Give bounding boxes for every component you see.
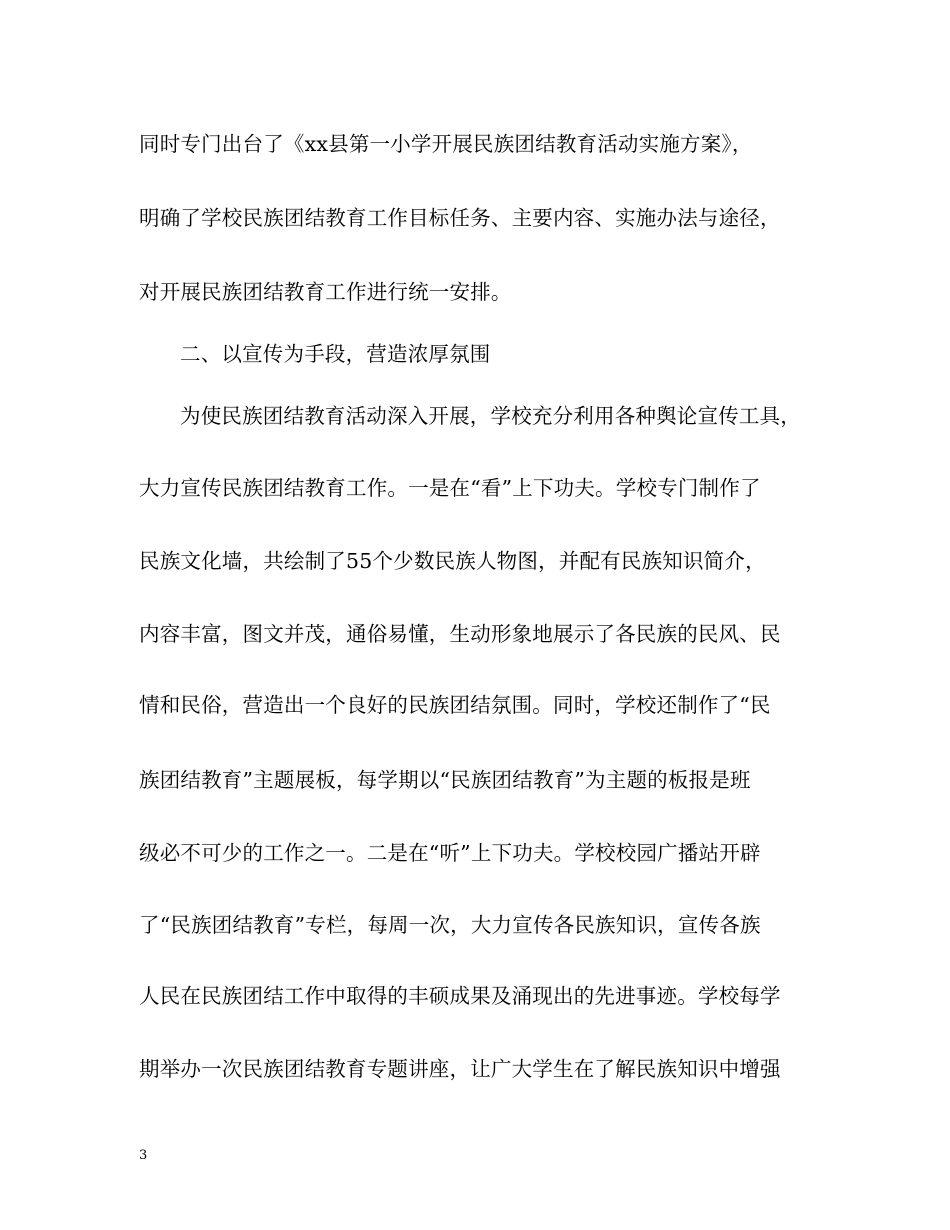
text-line: 大力宣传民族团结教育工作。一是在“看”上下功夫。学校专门制作了 bbox=[139, 476, 761, 500]
text-line: 明确了学校民族团结教育工作目标任务、主要内容、实施办法与途径， bbox=[139, 206, 781, 230]
text-line: 同时专门出台了《xx县第一小学开展民族团结教育活动实施方案》， bbox=[139, 132, 753, 156]
text-line: 民族文化墙，共绘制了55个少数民族人物图，并配有民族知识简介， bbox=[139, 549, 766, 573]
text-line: 了“民族团结教育”专栏，每周一次，大力宣传各民族知识，宣传各族 bbox=[139, 913, 761, 937]
section-heading: 二、以宣传为手段，营造浓厚氛围 bbox=[180, 342, 491, 366]
text-line: 对开展民族团结教育工作进行统一安排。 bbox=[139, 280, 512, 304]
text-line: 为使民族团结教育活动深入开展，学校充分利用各种舆论宣传工具， bbox=[180, 404, 801, 428]
text-line: 情和民俗，营造出一个良好的民族团结氛围。同时，学校还制作了“民 bbox=[139, 693, 771, 717]
text-line: 内容丰富，图文并茂，通俗易懂，生动形象地展示了各民族的民风、民 bbox=[139, 622, 781, 646]
text-line: 人民在民族团结工作中取得的丰硕成果及涌现出的先进事迹。学校每学 bbox=[139, 984, 781, 1008]
text-line: 级必不可少的工作之一。二是在“听”上下功夫。学校校园广播站开辟 bbox=[139, 841, 761, 865]
text-line: 族团结教育”主题展板，每学期以“民族团结教育”为主题的板报是班 bbox=[139, 768, 751, 792]
text-line: 期举办一次民族团结教育专题讲座，让广大学生在了解民族知识中增强 bbox=[139, 1057, 781, 1081]
page-number: 3 bbox=[139, 1148, 148, 1163]
